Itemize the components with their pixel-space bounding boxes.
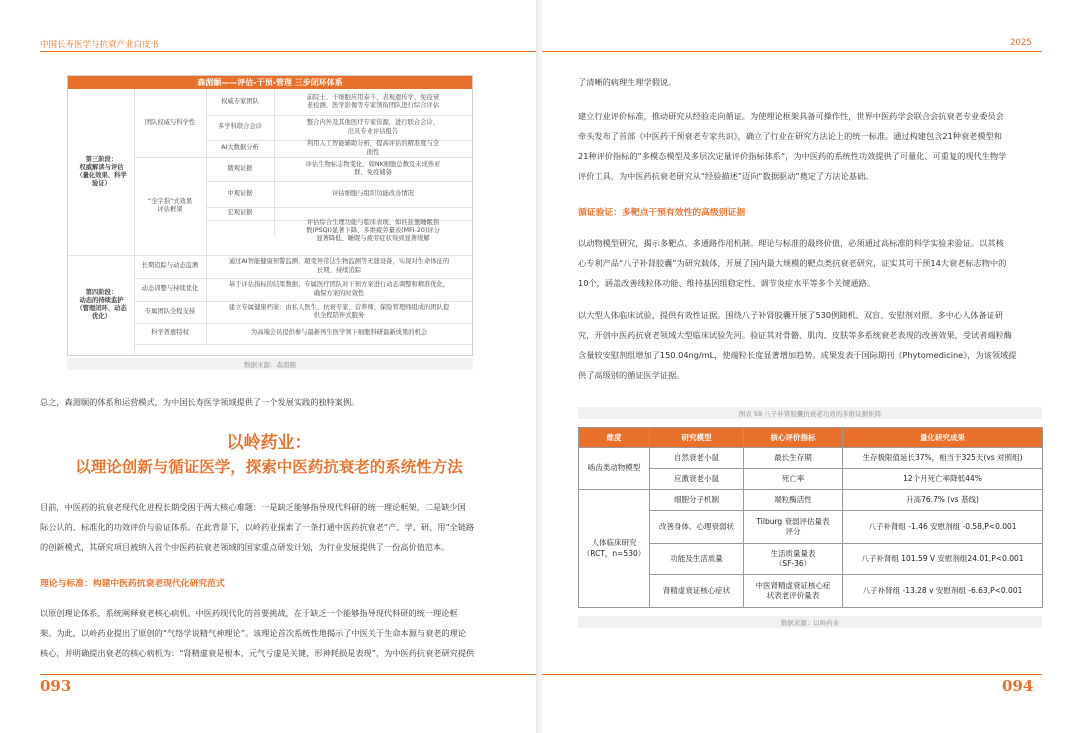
framework-sub: 权威专家团队	[221, 97, 259, 105]
matrix-model: 应激衰老小鼠	[650, 469, 744, 490]
header-rule	[542, 51, 1042, 52]
group-eval: “全字指”式效果 评估框架	[147, 197, 193, 213]
body-line: 10个，涵盖改善线粒体功能、维持基因组稳定性、调节炎症水平等多个关键通路。	[578, 278, 875, 288]
running-header: 中国长寿医学与抗衰产业白皮书	[40, 40, 160, 50]
matrix-model: 自然衰老小鼠	[650, 448, 744, 469]
matrix-header: 研究模型	[650, 428, 744, 448]
matrix-metric: 中医肾精虚衰证核心症 状表老评价量表	[744, 575, 843, 608]
matrix-result: 八子补肾组 -13.28 v 安慰剂组 -6.63,P<0.001	[843, 575, 1043, 608]
framework-desc: 为高端会员提供参与最新再生医学领下细胞科研最新成果的机会	[250, 329, 428, 337]
body-line: 际公认的、标准化的功效评价与验证体系。在此背景下，以岭药业探索了一条打通中医药抗衰老“产、学、研、用”全链路	[40, 522, 475, 532]
matrix-result: 生存极限值延长37%，相当于325天(vs 对照组)	[843, 448, 1043, 469]
section-heading: 循证验证：多靶点干预有效性的高级别证据	[578, 208, 746, 218]
body-line: 架。为此，以岭药业提出了原创的“气络学说精气神理论”。该理论首次系统性地揭示了中医关于生命本源与衰老的理论	[40, 628, 467, 638]
matrix-result: 升高76.7% (vs 基线)	[843, 490, 1043, 511]
framework-sub: 多学科联合会诊	[217, 123, 263, 131]
matrix-dimension: 啮齿类动物模型	[579, 448, 650, 490]
matrix-source: 数据来源：以岭药业	[780, 619, 840, 627]
body-line: 的创新模式，其研究项目被纳入首个中医药抗衰老领域的国家重点研发计划，为行业发展提供了一份高价值范本。	[40, 542, 450, 552]
body-line: 建立行业评价标准，推动研究从经验走向循证。为使理论框架具备可操作性，世界中医药学会联合会抗衰老专业委员会	[578, 111, 1004, 121]
matrix-caption: 图表 59 八子补肾胶囊抗衰老功效的多维证据矩阵	[738, 410, 882, 418]
framework-desc: 整合内外及其他医疗专家资源，进行联合会诊， 出具专业评估报告	[306, 119, 440, 135]
matrix-model: 细胞分子机制	[650, 490, 744, 511]
body-line: 核心，并明确提出衰老的核心病机为：“肾精虚衰是根本，元气亏虚是关键，形神耗损是表现”，为中医药抗衰老研究提供	[40, 648, 475, 658]
matrix-model: 功能及生活质量	[650, 544, 744, 575]
framework-table-title: 森湄颐——评估-干预-管理 三步闭环体系	[68, 76, 472, 89]
framework-desc: 评估生物标志物变化、如NK细胞总数及未成熟亚 群、免疫储备	[305, 160, 441, 176]
evidence-matrix-table	[578, 427, 1043, 608]
summary-text: 总之，森湄颐的体系和运营模式，为中国长寿医学领域提供了一个发展实践的独特案例。	[40, 397, 360, 407]
framework-sub: 微观证据	[227, 164, 253, 172]
framework-sub: AI大数据分析	[221, 144, 259, 152]
table-row	[579, 490, 1043, 511]
body-line: 究，开创中医药抗衰老领域大型临床试验先河。验证其对骨骼、肌肉、皮肤等多系统衰老表现的改善效果，受试者端粒酶	[578, 330, 1012, 340]
body-line: 牵头发布了首部《中医药干预衰老专家共识》，确立了行业在研究方法论上的统一标准。通过构建包含21种衰老模型和	[578, 131, 1002, 141]
framework-sub: 宏观证据	[227, 209, 253, 217]
footer-rule	[40, 674, 538, 675]
body-line: 心专利产品“八子补肾胶囊”为研究载体，开展了国内最大规模的靶点类抗衰老研究，证实其可干预14大衰老标志物中的	[578, 258, 1007, 268]
matrix-header: 核心评价指标	[744, 428, 843, 448]
matrix-result: 八子补肾组 101.59 V 安慰剂组24.01,P<0.001	[843, 544, 1043, 575]
framework-table-grid	[68, 89, 472, 355]
framework-desc: 前院士、干细胞应用泰斗、表观遗传学、免疫衰 老检测、医学影像等专家领衔团队进行综合评估	[306, 93, 440, 109]
company-title: 以岭药业：	[226, 433, 312, 453]
table-row	[579, 448, 1043, 469]
matrix-result: 八子补肾组 -1.46 安慰剂组 -0.58,P<0.001	[843, 511, 1043, 544]
framework-desc: 基于评估指标的结果数据，专属医疗团队对干预方案进行动态调整和精准优化， 确保方案的时效性	[228, 281, 450, 297]
group-research: 科学普惠特权	[151, 329, 189, 337]
framework-desc: 评估细胞与组织功能改善情况	[332, 189, 414, 197]
page-number: 093	[40, 677, 72, 695]
framework-desc: 建立专属健康档案：由私人医生、抗衰专家、营养师、保险管理师组成的团队提 供全程陪伴式服务	[228, 303, 450, 319]
company-subtitle: 以理论创新与循证医学，探索中医药抗衰老的系统性方法	[75, 458, 463, 476]
body-line: 含量较安慰剂组增加了150.04ng/mL，使端粒长度显著增加趋势。成果发表于国际期刊《Phytomedicine》，为该领域提	[578, 350, 1017, 360]
body-line: 评价工具，为中医药抗衰老研究从“经验描述”迈向“数据驱动”奠定了方法论基础。	[578, 171, 874, 181]
header-rule	[40, 51, 538, 52]
matrix-dimension: 人体临床研究 （RCT，n=530）	[579, 490, 650, 608]
framework-desc: 通过AI智能健康预警监测，超变异常达生物监测等无缝设备，实现对生命体征的 长期、持续追踪	[228, 258, 450, 274]
section-heading: 理论与标准：构建中医药抗衰老现代化研究范式	[40, 579, 225, 589]
body-line: 以动物模型研究，揭示多靶点、多通路作用机制。理论与标准的最终价值，必须通过高标准的科学实验来验证。以其核	[578, 238, 1004, 248]
matrix-header: 维度	[579, 428, 650, 448]
matrix-header: 量化研究成果	[843, 428, 1043, 448]
left-page	[0, 0, 538, 733]
body-line: 21种评价指标的“多模态模型及多层次定量评价指标体系”，为中医药的系统性功效提供了可量化、可重复的现代生物学	[578, 151, 1007, 161]
framework-desc: 利用人工智能辅助分析，提高评估的精准度与全 面性	[306, 140, 440, 156]
stage3-label: 第三阶段： 权威解读与评估 （量化效果、科学 验证）	[76, 155, 127, 188]
matrix-model: 改善身体、心理衰弱状	[650, 511, 744, 544]
matrix-metric: 端粒酶活性	[744, 490, 843, 511]
matrix-metric: 死亡率	[744, 469, 843, 490]
footer-rule	[542, 674, 1042, 675]
matrix-metric: Tilburg 衰弱评估量表 评分	[744, 511, 843, 544]
matrix-metric: 最长生存期	[744, 448, 843, 469]
body-line: 目前，中医药的抗衰老现代化进程长期受困于两大核心难题：一是缺乏能够指导现代科研的统一理论框架，二是缺少国	[40, 502, 466, 512]
body-line: 供了高级别的循证医学证据。	[578, 370, 685, 380]
matrix-metric: 生活质量量表 （SF-36）	[744, 544, 843, 575]
page-number: 094	[1002, 677, 1034, 695]
group-exclusive: 专属团队全程支持	[144, 307, 196, 315]
matrix-result: 12个月死亡率降低44%	[843, 469, 1043, 490]
body-line: 了清晰的病理生理学假说。	[578, 77, 677, 87]
matrix-model: 肾精虚衰证核心症状	[650, 575, 744, 608]
group-dynamic: 动态训整与持续优化	[141, 285, 199, 293]
stage4-label: 第四阶段： 动态的持续监护 （管理闭环、动态 优化）	[76, 288, 127, 321]
group-longterm: 长期追踪与动态监测	[141, 262, 199, 270]
framework-table	[67, 75, 473, 356]
framework-source: 数据来源：森湄颐	[244, 361, 296, 369]
body-line: 以原创理论体系，系统阐释衰老核心病机。中医药现代化的首要挑战，在于缺乏一个能够指导现代科研的统一理论框	[40, 608, 458, 618]
body-line: 以大型人体临床试验，提供有效性证据。围绕八子补肾胶囊开展了530例随机、双盲、安慰剂对照、多中心人体备证研	[578, 310, 1004, 320]
group-team: 团队权威与科学性	[144, 118, 196, 126]
framework-sub: 中观证据	[227, 189, 253, 197]
running-header-year: 2025	[1010, 38, 1032, 48]
framework-desc: 评估综合生理功能与临床表现、如匹兹堡睡眠指 数(PSQI)显著下降、多维疲劳量表(MFI-20)评分 显著降低、睡眠与疲劳症状得到显著缓解	[306, 218, 440, 243]
